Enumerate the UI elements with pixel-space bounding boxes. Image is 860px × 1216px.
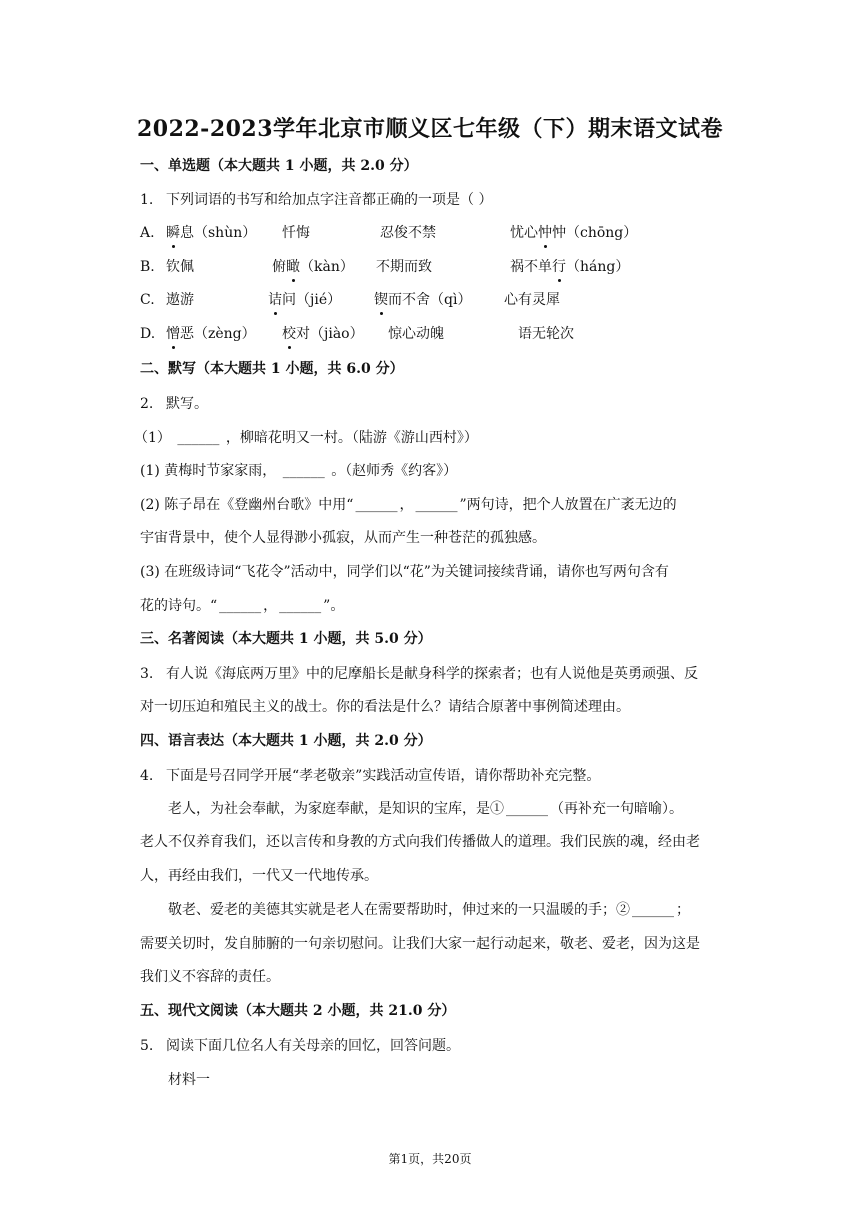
option-word: 瞬息（shùn） xyxy=(166,225,257,241)
option-label: C. xyxy=(140,292,155,308)
answer-blank[interactable]: ______ xyxy=(632,902,674,918)
question-3-continued: 对一切压迫和殖民主义的战士。你的看法是什么？请结合原著中事例简述理由。 xyxy=(140,699,630,715)
option-word: 钦佩 xyxy=(166,259,194,275)
material-label: 材料一 xyxy=(168,1072,210,1088)
option-word: 心有灵犀 xyxy=(504,292,560,308)
answer-blank[interactable]: ______ xyxy=(282,463,325,479)
option-word: 忏悔 xyxy=(282,225,310,241)
dictation-line-5: (3) 在班级诗词“飞花令”活动中，同学们以“花”为关键词接续背诵，请你也写两句含有 xyxy=(140,564,669,580)
option-word: 忧心忡忡（chōng） xyxy=(510,225,638,241)
option-word: 遨游 xyxy=(166,292,194,308)
option-label: D. xyxy=(140,326,156,342)
dictation-line-6: 花的诗句。“ ______ ， ______ ”。 xyxy=(140,598,345,614)
option-word: 俯瞰（kàn） xyxy=(272,259,354,275)
option-word: 校对（jiào） xyxy=(282,326,364,342)
answer-blank[interactable]: ______ xyxy=(415,497,458,513)
dotted-char: 憎 xyxy=(166,326,180,342)
answer-blank[interactable]: ______ xyxy=(219,598,262,614)
question-3: 3. 有人说《海底两万里》中的尼摩船长是献身科学的探索者；也有人说他是英勇顽强、反 xyxy=(140,666,698,682)
page-title: 2022-2023学年北京市顺义区七年级（下）期末语文试卷 xyxy=(136,116,724,142)
dictation-line-1: （1） ______ ，柳暗花明又一村。（陆游《游山西村》） xyxy=(134,430,478,446)
question-1 xyxy=(140,190,760,210)
passage-line: 需要关切时，发自肺腑的一句亲切慰问。让我们大家一起行动起来，敬老、爱老，因为这是 xyxy=(140,936,700,952)
page-footer: 第1页，共20页 xyxy=(388,1152,472,1166)
question-number: 1. xyxy=(140,192,154,208)
option-word: 语无轮次 xyxy=(518,326,574,342)
dotted-char: 校 xyxy=(282,326,296,342)
dotted-char: 瞰 xyxy=(286,259,300,275)
dotted-char: 诘 xyxy=(268,292,282,308)
option-label: A. xyxy=(140,225,155,241)
question-2 xyxy=(140,394,760,414)
passage-line: 人，再经由我们，一代又一代地传承。 xyxy=(140,868,378,884)
section-heading-4: 四、语言表达（本大题共 1 小题，共 2.0 分） xyxy=(140,733,432,749)
option-word: 锲而不舍（qì） xyxy=(374,292,472,308)
passage-line: 老人不仅养育我们，还以言传和身教的方式向我们传播做人的道理。我们民族的魂，经由老 xyxy=(140,834,700,850)
passage-line: 老人，为社会奉献，为家庭奉献，是知识的宝库，是① ______ （再补充一句暗喻）。 xyxy=(168,801,683,817)
option-word: 惊心动魄 xyxy=(388,326,444,342)
passage-line: 我们义不容辞的责任。 xyxy=(140,969,280,985)
passage-line: 敬老、爱老的美德其实就是老人在需要帮助时，伸过来的一只温暖的手；② ______ ； xyxy=(168,902,690,918)
option-label: B. xyxy=(140,259,155,275)
question-stem: 阅读下面几位名人有关母亲的回忆，回答问题。 xyxy=(166,1038,460,1054)
question-number: 5. xyxy=(140,1038,154,1054)
question-number: 4. xyxy=(140,768,154,784)
dotted-char: 忡 xyxy=(538,225,552,241)
dictation-line-2: (1) 黄梅时节家家雨， ______ 。（赵师秀《约客》） xyxy=(140,463,458,479)
dotted-char: 行 xyxy=(552,259,566,275)
question-4 xyxy=(140,766,760,786)
option-word: 不期而致 xyxy=(376,259,432,275)
question-stem: 下列词语的书写和给加点字注音都正确的一项是（ ） xyxy=(166,192,493,208)
question-number: 2. xyxy=(140,396,154,412)
dotted-char: 锲 xyxy=(374,292,388,308)
dictation-line-3: (2) 陈子昂在《登幽州台歌》中用“ ______ ， ______ ”两句诗，把个人放置在广袤无边的 xyxy=(140,497,677,513)
section-heading-1: 一、单选题（本大题共 1 小题，共 2.0 分） xyxy=(140,158,418,174)
section-heading-5: 五、现代文阅读（本大题共 2 小题，共 21.0 分） xyxy=(140,1003,456,1019)
option-word: 憎恶（zèng） xyxy=(166,326,256,342)
section-heading-3: 三、名著阅读（本大题共 1 小题，共 5.0 分） xyxy=(140,631,432,647)
section-heading-2: 二、默写（本大题共 1 小题，共 6.0 分） xyxy=(140,361,404,377)
question-5 xyxy=(140,1036,760,1056)
option-word: 祸不单行（háng） xyxy=(510,259,630,275)
question-stem: 下面是号召同学开展“孝老敬亲”实践活动宣传语，请你帮助补充完整。 xyxy=(166,768,601,784)
option-word: 忍俊不禁 xyxy=(380,225,436,241)
question-number: 3. xyxy=(140,666,154,682)
answer-blank[interactable]: ______ xyxy=(355,497,398,513)
question-stem: 默写。 xyxy=(166,396,208,412)
dictation-line-4: 宇宙背景中，使个人显得渺小孤寂，从而产生一种苍茫的孤独感。 xyxy=(140,530,546,546)
answer-blank[interactable]: ______ xyxy=(279,598,322,614)
answer-blank[interactable]: ______ xyxy=(177,430,220,446)
dotted-char: 瞬 xyxy=(166,225,180,241)
option-word: 诘问（jié） xyxy=(268,292,342,308)
answer-blank[interactable]: ______ xyxy=(506,801,548,817)
